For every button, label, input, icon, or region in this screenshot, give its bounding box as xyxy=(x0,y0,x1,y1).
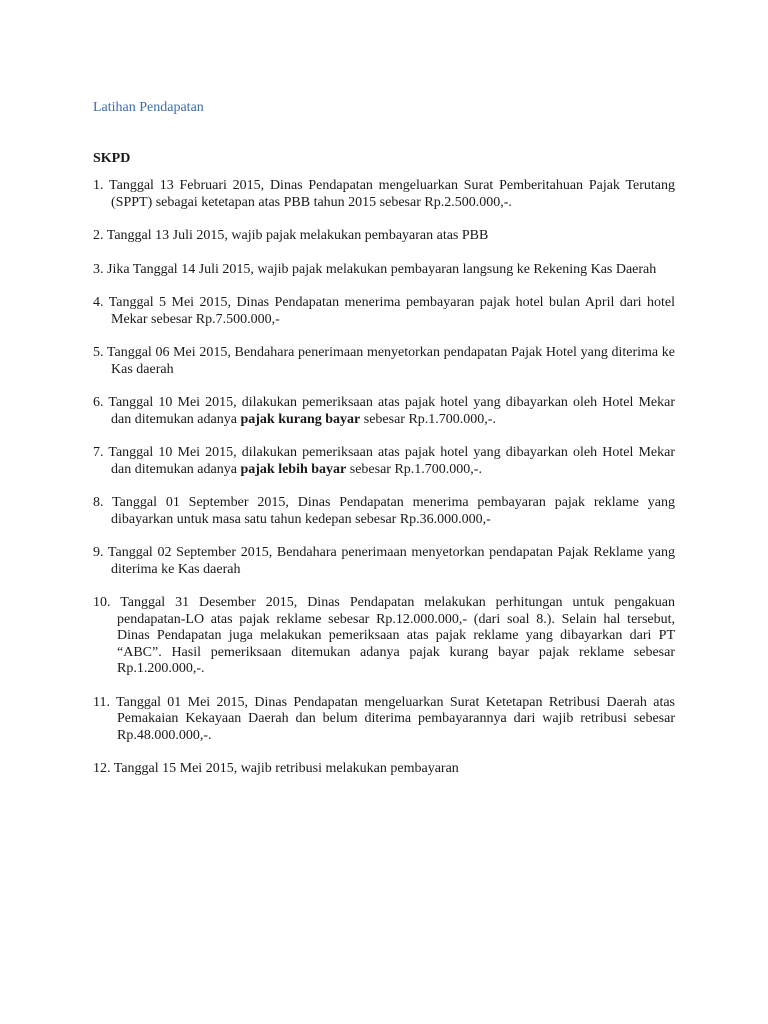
item-text-bold: pajak lebih bayar xyxy=(240,461,347,477)
item-text: Tanggal 02 September 2015, Bendahara penerimaan menyetorkan pendapatan Pajak Reklame yang diterima ke Kas daerah xyxy=(107,545,675,577)
list-item xyxy=(93,595,675,678)
list-item xyxy=(93,295,675,328)
section-heading: SKPD xyxy=(93,151,131,166)
item-number: 3. xyxy=(93,261,104,277)
item-number: 7. xyxy=(93,445,104,460)
item-text: Tanggal 5 Mei 2015, Dinas Pendapatan menerima pembayaran pajak hotel bulan April dari hotel Mekar sebesar Rp.7.500.000,- xyxy=(108,295,676,327)
list-item xyxy=(93,228,675,245)
item-number: 11. xyxy=(93,694,110,710)
item-text: Tanggal 06 Mei 2015, Bendahara penerimaan menyetorkan pendapatan Pajak Hotel yang diterima ke Kas daerah xyxy=(106,345,675,377)
list-item xyxy=(93,761,675,778)
item-text-bold: pajak kurang bayar xyxy=(240,411,361,427)
item-text-before: Tanggal 10 Mei 2015, dilakukan pemeriksaan atas pajak hotel yang dibayarkan oleh Hotel Mekar dan ditemukan adanya xyxy=(108,445,676,477)
item-text: Jika Tanggal 14 Juli 2015, wajib pajak melakukan pembayaran langsung ke Rekening Kas Daerah xyxy=(107,261,657,277)
list-item xyxy=(93,695,675,745)
list-item xyxy=(93,445,675,478)
item-text: Tanggal 01 September 2015, Dinas Pendapatan menerima pembayaran pajak reklame yang dibayarkan untuk masa satu tahun kedepan sebesar Rp.36.000.000,- xyxy=(111,495,675,527)
item-text-after: sebesar Rp.1.700.000,-. xyxy=(346,461,482,477)
list-item xyxy=(93,345,675,378)
item-number: 9. xyxy=(93,545,104,560)
item-number: 1. xyxy=(93,178,104,193)
item-text: Tanggal 31 Desember 2015, Dinas Pendapatan melakukan perhitungan untuk pengakuan pendapatan-LO atas pajak reklame sebesar Rp.12.000.000,- (dari soal 8.). Selain hal tersebut, Dinas Pendapatan juga melakukan pemeriksaan atas pajak reklame yang dibayarkan dari PT “ABC”. Hasil pemeriksaan ditemukan adanya pajak kurang bayar pajak reklame sebesar Rp.1.200.000,-. xyxy=(117,595,675,676)
item-number: 8. xyxy=(93,495,104,510)
item-number: 2. xyxy=(93,228,104,243)
item-number: 4. xyxy=(93,295,104,310)
item-text: Tanggal 13 Juli 2015, wajib pajak melakukan pembayaran atas PBB xyxy=(106,228,489,243)
item-number: 12. xyxy=(93,761,111,776)
item-number: 10. xyxy=(93,595,111,610)
item-text-after: sebesar Rp.1.700.000,-. xyxy=(360,411,496,427)
list-item xyxy=(93,178,675,211)
item-number: 6. xyxy=(93,395,104,410)
list-item xyxy=(93,262,675,279)
item-number: 5. xyxy=(93,345,104,360)
list-item xyxy=(93,495,675,528)
list-item xyxy=(93,395,675,428)
document-title: Latihan Pendapatan xyxy=(93,100,204,115)
exercise-list xyxy=(93,178,675,778)
item-text-before: Tanggal 10 Mei 2015, dilakukan pemeriksaan atas pajak hotel yang dibayarkan oleh Hotel Mekar dan ditemukan adanya xyxy=(108,395,676,427)
item-text: Tanggal 13 Februari 2015, Dinas Pendapatan mengeluarkan Surat Pemberitahuan Pajak Terutang (SPPT) sebagai ketetapan atas PBB tahun 2015 sebesar Rp.2.500.000,-. xyxy=(109,178,675,210)
list-item xyxy=(93,545,675,578)
item-text: Tanggal 15 Mei 2015, wajib retribusi melakukan pembayaran xyxy=(113,761,459,776)
item-text: Tanggal 01 Mei 2015, Dinas Pendapatan mengeluarkan Surat Ketetapan Retribusi Daerah atas Pemakaian Kekayaan Daerah dan belum diterima pembayarannya dari wajib retribusi sebesar Rp.48.000.000,-. xyxy=(116,694,676,743)
